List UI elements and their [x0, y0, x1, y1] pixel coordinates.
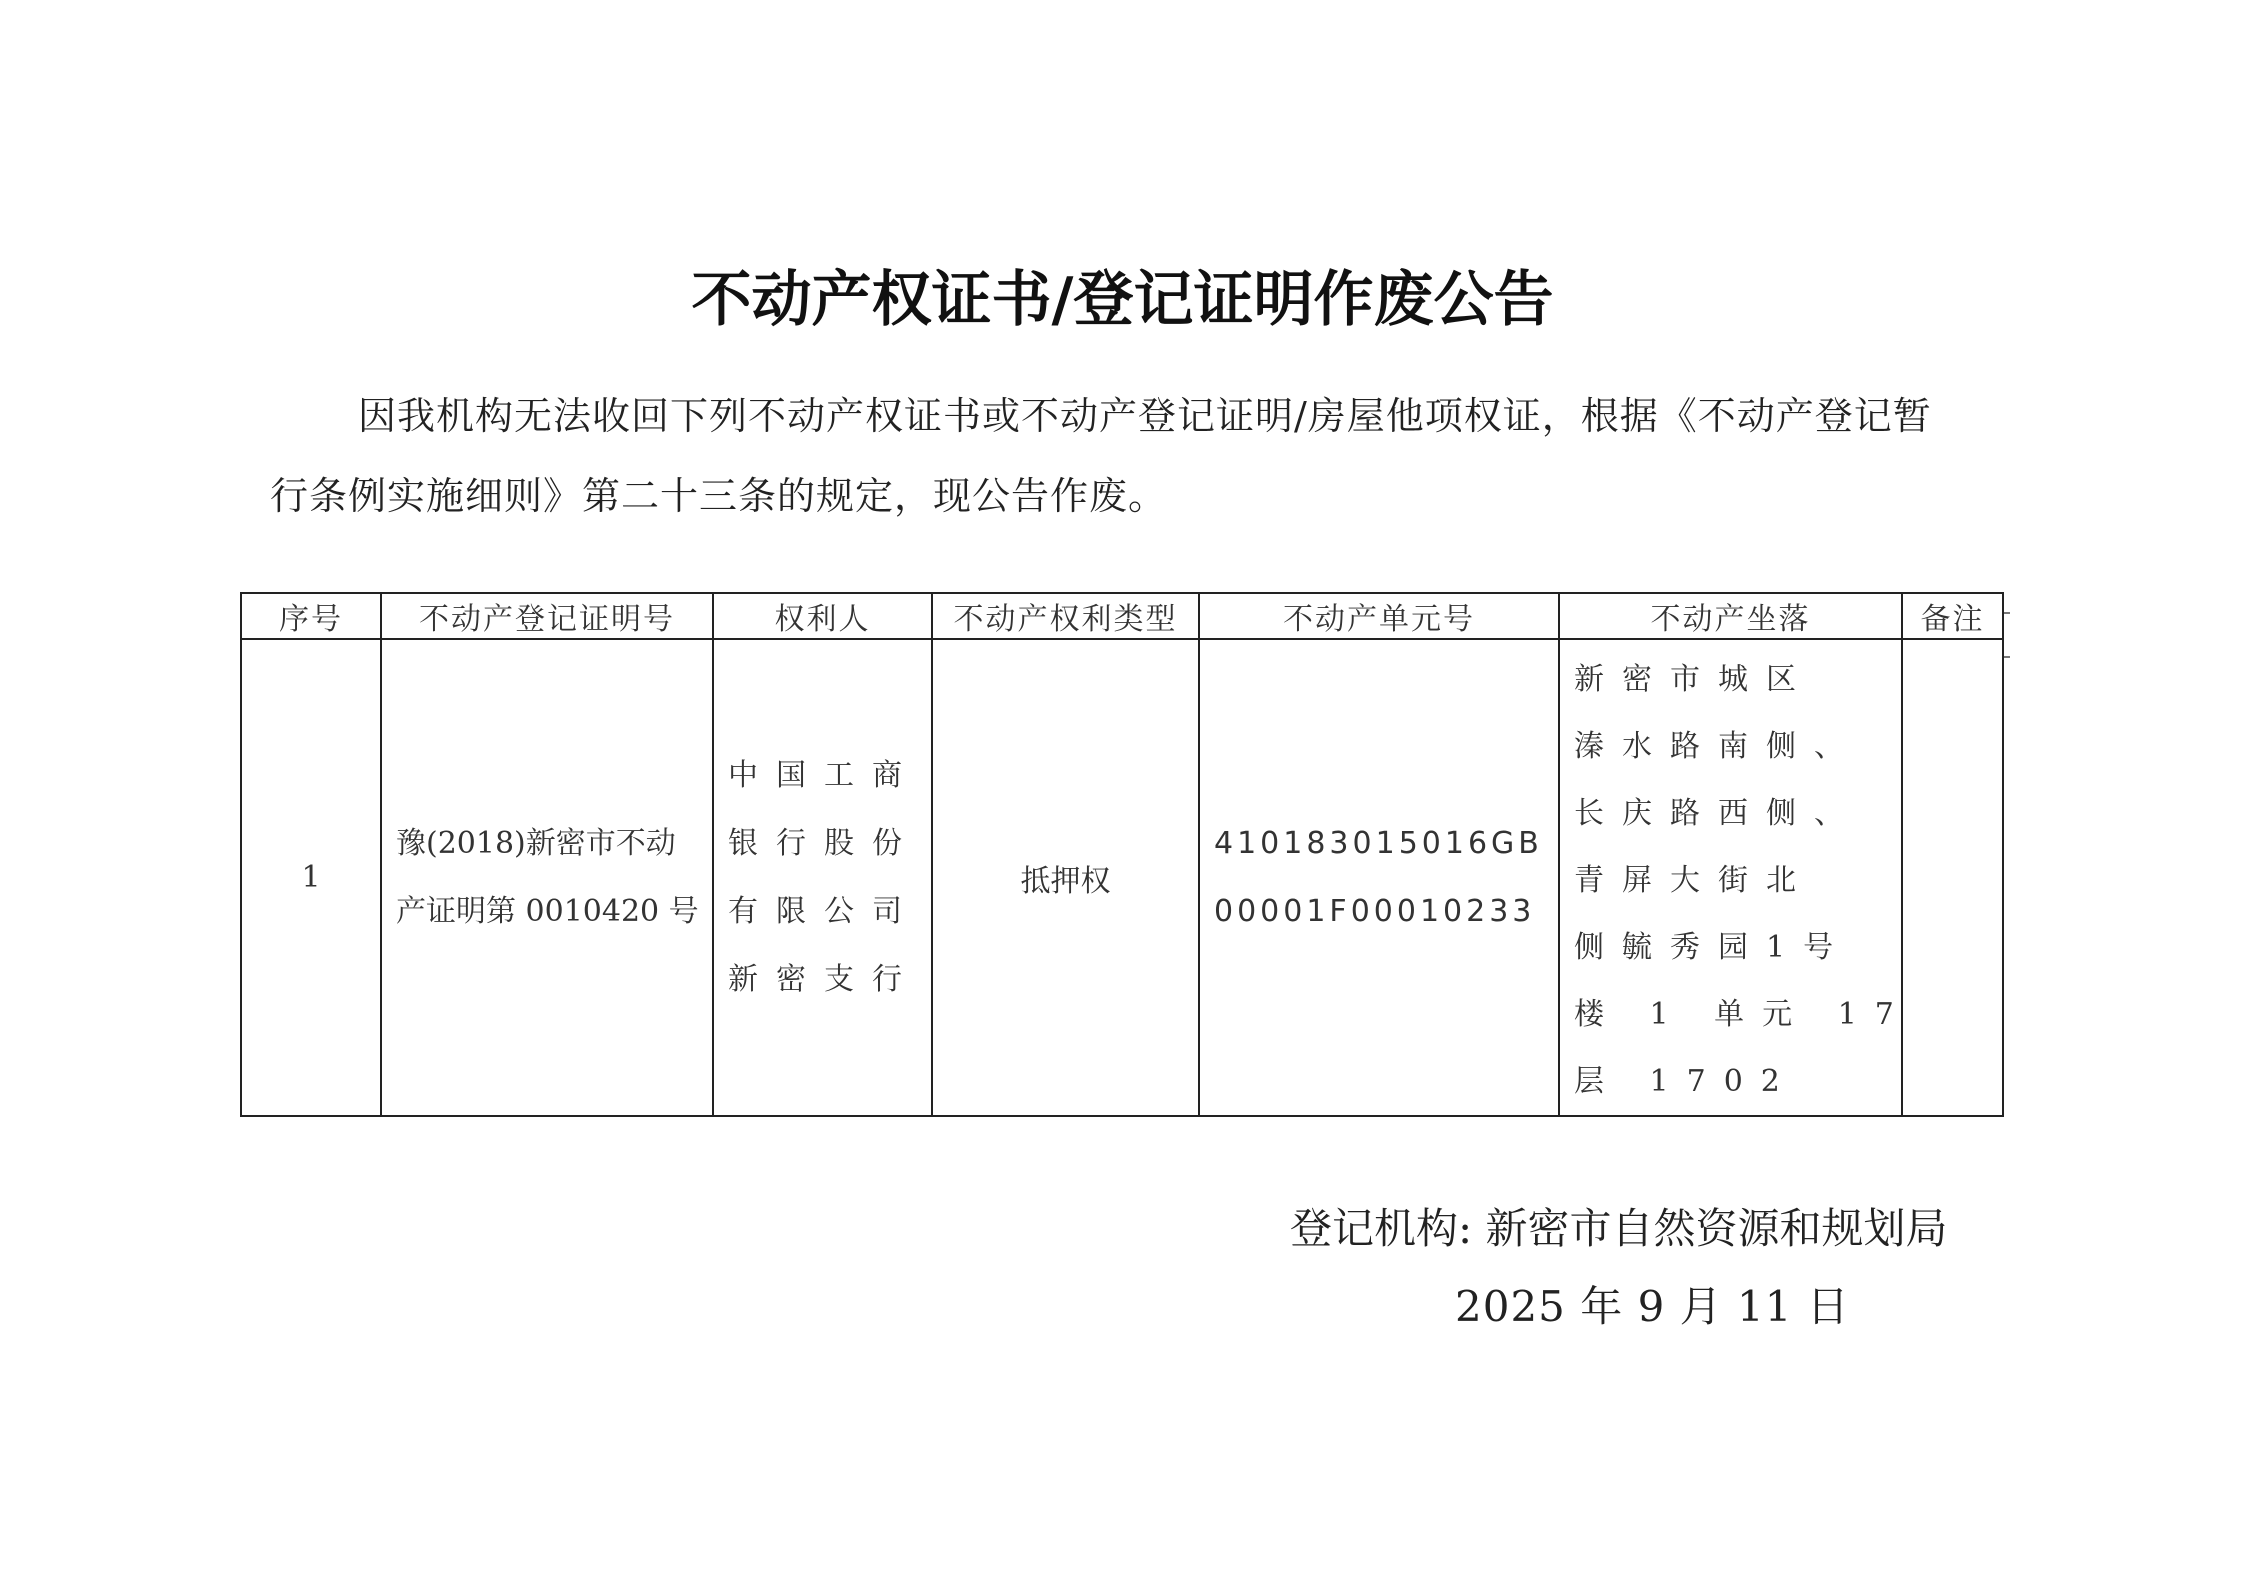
location-line: 层 1702	[1574, 1064, 1798, 1099]
intro-paragraph: 因我机构无法收回下列不动产权证书或不动产登记证明/房屋他项权证，根据《不动产登记暂行条例实施细则》第二十三条的规定，现公告作废。	[270, 394, 1932, 518]
location-line: 楼 1 单元 17	[1574, 997, 1912, 1032]
holder-line: 新密支行	[728, 961, 920, 997]
cell-holder	[713, 639, 932, 1116]
holder-line: 中国工商	[728, 757, 920, 793]
table-edge-mark	[2004, 612, 2010, 620]
header-cert-no: 不动产登记证明号	[381, 593, 713, 639]
header-unit-no: 不动产单元号	[1199, 593, 1559, 639]
unit-no-line: 410183015016GB	[1214, 825, 1543, 861]
location-line: 青屏大街北	[1574, 863, 1814, 898]
cell-right-type: 抵押权	[932, 639, 1199, 1116]
cell-cert-no	[381, 639, 713, 1116]
location-line: 新密市城区	[1574, 662, 1814, 697]
cell-location	[1559, 639, 1912, 1116]
header-holder: 权利人	[713, 593, 932, 639]
header-remark: 备注	[1902, 593, 2003, 639]
page-title: 不动产权证书/登记证明作废公告	[691, 265, 1554, 335]
header-right-type: 不动产权利类型	[932, 593, 1199, 639]
header-seq: 序号	[241, 593, 381, 639]
cell-remark	[1902, 639, 2003, 1116]
unit-no-line: 00001F00010233	[1214, 893, 1536, 929]
table-edge-mark	[2004, 656, 2010, 664]
holder-line: 有限公司	[728, 893, 920, 929]
cert-no-line: 豫(2018)新密市不动	[396, 825, 676, 861]
cell-seq: 1	[241, 639, 381, 1116]
issue-date: 2025 年 9 月 11 日	[1455, 1282, 1850, 1331]
header-location: 不动产坐落	[1559, 593, 1902, 639]
holder-line: 银行股份	[728, 825, 920, 861]
table-row	[241, 639, 2003, 1116]
table-header-row	[241, 593, 2003, 639]
cert-no-line: 产证明第 0010420 号	[396, 893, 699, 929]
location-line: 溱水路南侧、	[1574, 729, 1862, 764]
location-line: 侧毓秀园1号	[1574, 930, 1852, 965]
records-table	[240, 592, 2004, 1117]
location-line: 长庆路西侧、	[1574, 796, 1862, 831]
issuing-authority: 登记机构: 新密市自然资源和规划局	[1290, 1204, 1948, 1253]
cell-unit-no	[1199, 639, 1559, 1116]
